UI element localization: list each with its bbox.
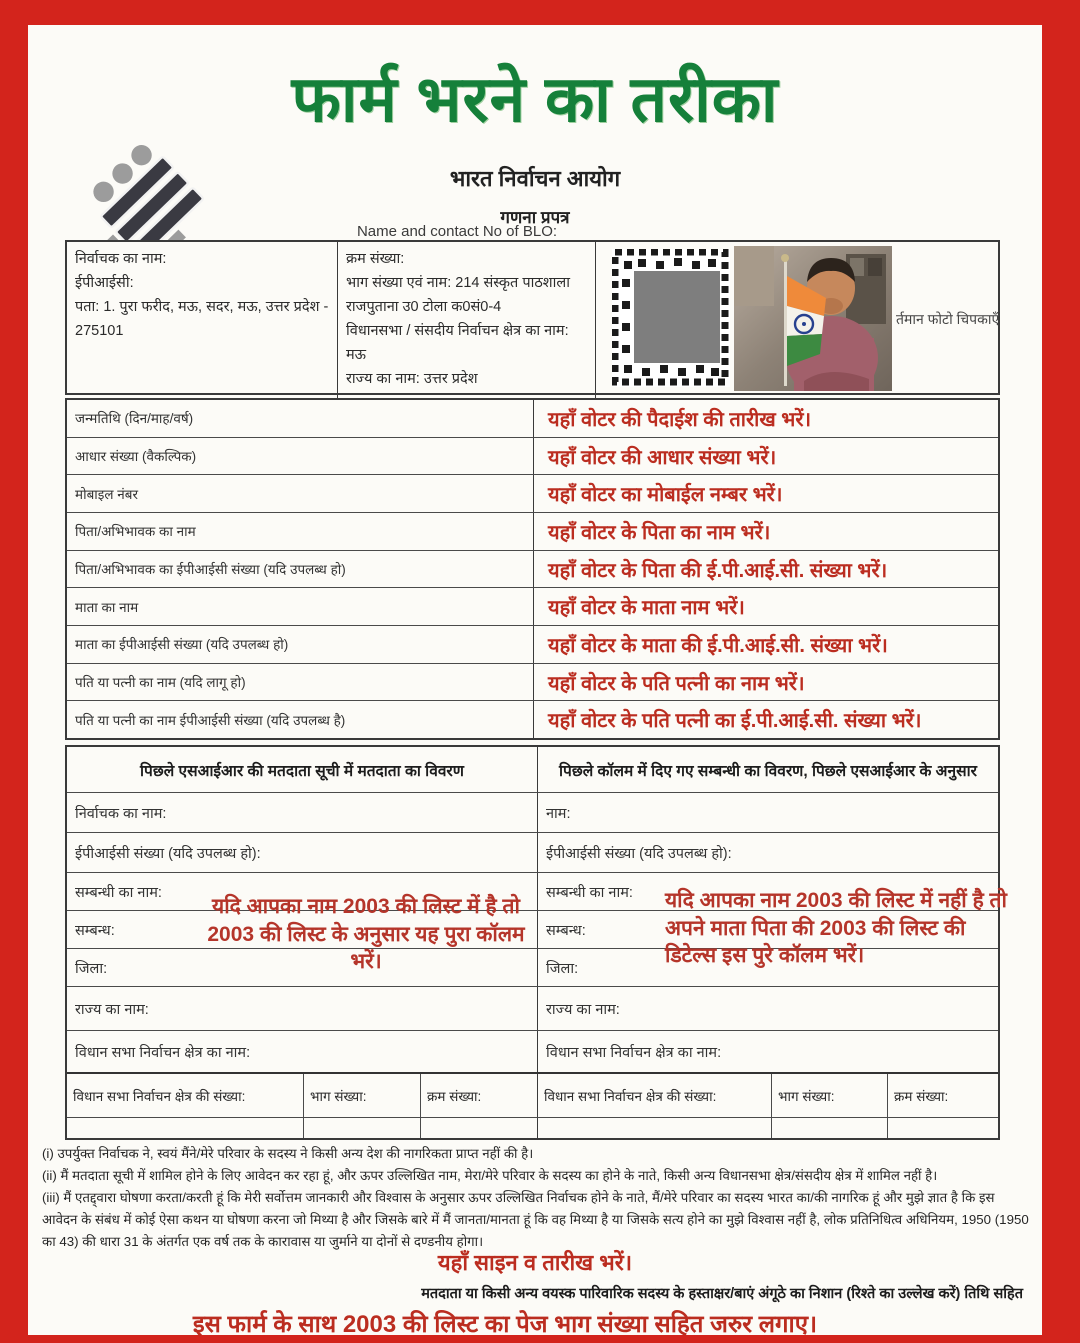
field-label: विधान सभा निर्वाचन क्षेत्र की संख्या: xyxy=(73,1088,246,1104)
field-label: माता का ईपीआईसी संख्या (यदि उपलब्ध हो) xyxy=(67,626,534,663)
table-row xyxy=(67,792,998,832)
field-label: पिता/अभिभावक का नाम xyxy=(67,513,534,550)
instruction-text: यहाँ वोटर की आधार संख्या भरें। xyxy=(548,446,777,469)
field-label: पति या पत्नी का नाम ईपीआईसी संख्या (यदि उपलब्ध है) xyxy=(67,701,534,738)
field-label: राज्य का नाम: xyxy=(75,1001,149,1018)
empty-row xyxy=(67,1117,998,1138)
instruction-table xyxy=(65,398,1000,740)
state-line: राज्य का नाम: उत्तर प्रदेश xyxy=(346,370,478,387)
elector-info-table xyxy=(65,240,1000,395)
table-row xyxy=(67,437,998,475)
field-label: ईपीआईसी संख्या (यदि उपलब्ध हो): xyxy=(75,845,261,862)
table-row xyxy=(67,400,998,437)
left-column-header: पिछले एसआईआर की मतदाता सूची में मतदाता का विवरण xyxy=(140,762,464,780)
note-2003-list-absent: यदि आपका नाम 2003 की लिस्ट में नहीं है तो अपने माता पिता की 2003 की लिस्ट की डिटेल्स इस पुरे कॉलम भरें। xyxy=(665,889,1007,968)
elector-details-cell xyxy=(67,242,337,398)
table-row xyxy=(67,550,998,588)
field-label: मोबाइल नंबर xyxy=(67,475,534,512)
form-subtitle: गणना प्रपत्र xyxy=(500,208,570,227)
field-label: भाग संख्या: xyxy=(771,1074,887,1117)
part-details-cell xyxy=(337,242,595,398)
field-label: क्रम संख्या: xyxy=(887,1074,998,1117)
qr-redaction-overlay xyxy=(634,271,720,363)
table-header-row xyxy=(67,747,998,792)
field-label: आधार संख्या (वैकल्पिक) xyxy=(67,438,534,475)
field-label: निर्वाचक का नाम: xyxy=(75,805,167,822)
constituency-line: विधानसभा / संसदीय निर्वाचन क्षेत्र का नाम: मऊ xyxy=(346,322,569,363)
table-row xyxy=(67,625,998,663)
field-label: विधान सभा निर्वाचन क्षेत्र का नाम: xyxy=(75,1044,251,1061)
declaration-clause-ii: (ii) मैं मतदाता सूची में शामिल होने के लिए आवेदन कर रहा हूं, और ऊपर उल्लिखित नाम, मेरा/मेरे परिवार के सदस्य का होने के नाते, किसी अन्य विधानसभा क्षेत्र/संसदीय क्षेत्र में शामिल नहीं है। xyxy=(42,1168,938,1183)
sign-here-note: यहाँ साइन व तारीख भरें। xyxy=(437,1250,633,1275)
table-row xyxy=(67,986,998,1030)
instruction-text: यहाँ वोटर की पैदाईश की तारीख भरें। xyxy=(548,408,812,431)
field-label: क्रम संख्या: xyxy=(420,1074,537,1117)
field-label: सम्बन्धी का नाम: xyxy=(75,884,162,901)
field-label: सम्बन्ध: xyxy=(75,922,115,939)
form-page xyxy=(28,25,1042,1338)
field-label: सम्बन्धी का नाम: xyxy=(537,873,998,910)
photo-cell xyxy=(595,242,1003,398)
table-row xyxy=(67,474,998,512)
page-title: फार्म भरने का तरीका xyxy=(291,63,779,135)
serial-label: क्रम संख्या: xyxy=(346,251,405,267)
field-label: भाग संख्या: xyxy=(303,1074,420,1117)
field-label: नाम: xyxy=(537,793,998,832)
table-row xyxy=(67,1030,998,1072)
photo-caption: र्तमान फोटो चिपकाएँ xyxy=(896,311,1000,327)
field-label: जिला: xyxy=(75,960,108,977)
note-2003-list-present: यदि आपका नाम 2003 की लिस्ट में है तो 2003 की लिस्ट के अनुसार यह पुरा कॉलम भरें। xyxy=(207,895,525,974)
qr-code-icon xyxy=(612,249,730,387)
address-line: पता: 1. पुरा फरीद, मऊ, सदर, मऊ, उत्तर प्रदेश - 275101 xyxy=(75,298,329,339)
field-label: राज्य का नाम: xyxy=(537,987,998,1030)
table-row xyxy=(67,700,998,738)
field-label: विधान सभा निर्वाचन क्षेत्र का नाम: xyxy=(537,1031,998,1072)
person-photo xyxy=(734,246,892,391)
field-label: ईपीआईसी संख्या (यदि उपलब्ध हो): xyxy=(537,833,998,872)
field-label: पति या पत्नी का नाम (यदि लागू हो) xyxy=(67,664,534,701)
table-row xyxy=(67,512,998,550)
number-columns-row xyxy=(67,1072,998,1117)
table-row xyxy=(67,663,998,701)
right-column-header: पिछले कॉलम में दिए गए सम्बन्धी का विवरण, पिछले एसआईआर के अनुसार xyxy=(537,747,998,792)
field-label: जिला: xyxy=(537,949,998,986)
instruction-text: यहाँ वोटर के पिता की ई.पी.आई.सी. संख्या भरें। xyxy=(548,559,888,582)
table-row xyxy=(67,832,998,872)
elector-name-label: निर्वाचक का नाम: xyxy=(75,251,167,267)
part-line: भाग संख्या एवं नाम: 214 संस्कृत पाठशाला राजपुताना उ0 टोला क0सं0-4 xyxy=(346,274,570,315)
instruction-text: यहाँ वोटर के पति पत्नी का नाम भरें। xyxy=(548,672,805,695)
instruction-text: यहाँ वोटर के माता की ई.पी.आई.सी. संख्या भरें। xyxy=(548,634,888,657)
table-row xyxy=(67,587,998,625)
field-label: विधान सभा निर्वाचन क्षेत्र की संख्या: xyxy=(537,1074,771,1117)
previous-sir-table xyxy=(65,745,1007,1140)
attach-2003-list-note: इस फार्म के साथ 2003 की लिस्ट का पेज भाग संख्या सहित जरुर लगाए। xyxy=(192,1311,818,1338)
field-label: सम्बन्ध: xyxy=(537,911,998,948)
declaration-clause-iii: (iii) मैं एतद्द्वारा घोषणा करता/करती हूं कि मेरी सर्वोत्तम जानकारी और विश्वास के अनुसार ऊपर उल्लिखित निर्वाचक होने के नाते, मैं/मेरे परिवार का सदस्य भारत का/की नागरिक हूं और मुझे ज्ञात है कि इस आवेदन के संबंध में कोई ऐसा कथन या घोषणा करना जो मिथ्या है और जिसके बारे में मैं जानता/मानता हूं कि वह मिथ्या है या जिसके सत्य होने का मुझे विश्वास नहीं है, लोक प्रतिनिधित्व अधिनियम, 1950 (1950 का 43) की धारा 31 के अंतर्गत एक वर्ष तक के कारावास या जुर्माने या दोनों से दण्डनीय होगा। xyxy=(42,1190,1029,1249)
org-name: भारत निर्वाचन आयोग xyxy=(449,166,621,191)
instruction-text: यहाँ वोटर का मोबाईल नम्बर भरें। xyxy=(548,484,783,507)
signature-instruction: मतदाता या किसी अन्य वयस्क पारिवारिक सदस्य के हस्ताक्षर/बाएं अंगूठे का निशान (रिश्ते का उल्लेख करें) तिथि सहित xyxy=(421,1286,1023,1302)
instruction-text: यहाँ वोटर के पति पत्नी का ई.पी.आई.सी. संख्या भरें। xyxy=(548,710,922,733)
field-label: पिता/अभिभावक का ईपीआईसी संख्या (यदि उपलब्ध हो) xyxy=(67,551,534,588)
declaration-text xyxy=(42,1143,1030,1253)
field-label: जन्मतिथि (दिन/माह/वर्ष) xyxy=(67,400,534,437)
blo-label: Name and contact No of BLO: xyxy=(356,223,558,240)
epic-label: ईपीआईसी: xyxy=(75,274,134,291)
instruction-text: यहाँ वोटर के पिता का नाम भरें। xyxy=(548,521,771,544)
instruction-text: यहाँ वोटर के माता नाम भरें। xyxy=(548,597,745,620)
declaration-clause-i: (i) उपर्युक्त निर्वाचक ने, स्वयं मैंने/मेरे परिवार के सदस्य ने किसी अन्य देश की नागरिकता प्राप्त नहीं की है। xyxy=(42,1146,534,1161)
field-label: माता का नाम xyxy=(67,588,534,625)
